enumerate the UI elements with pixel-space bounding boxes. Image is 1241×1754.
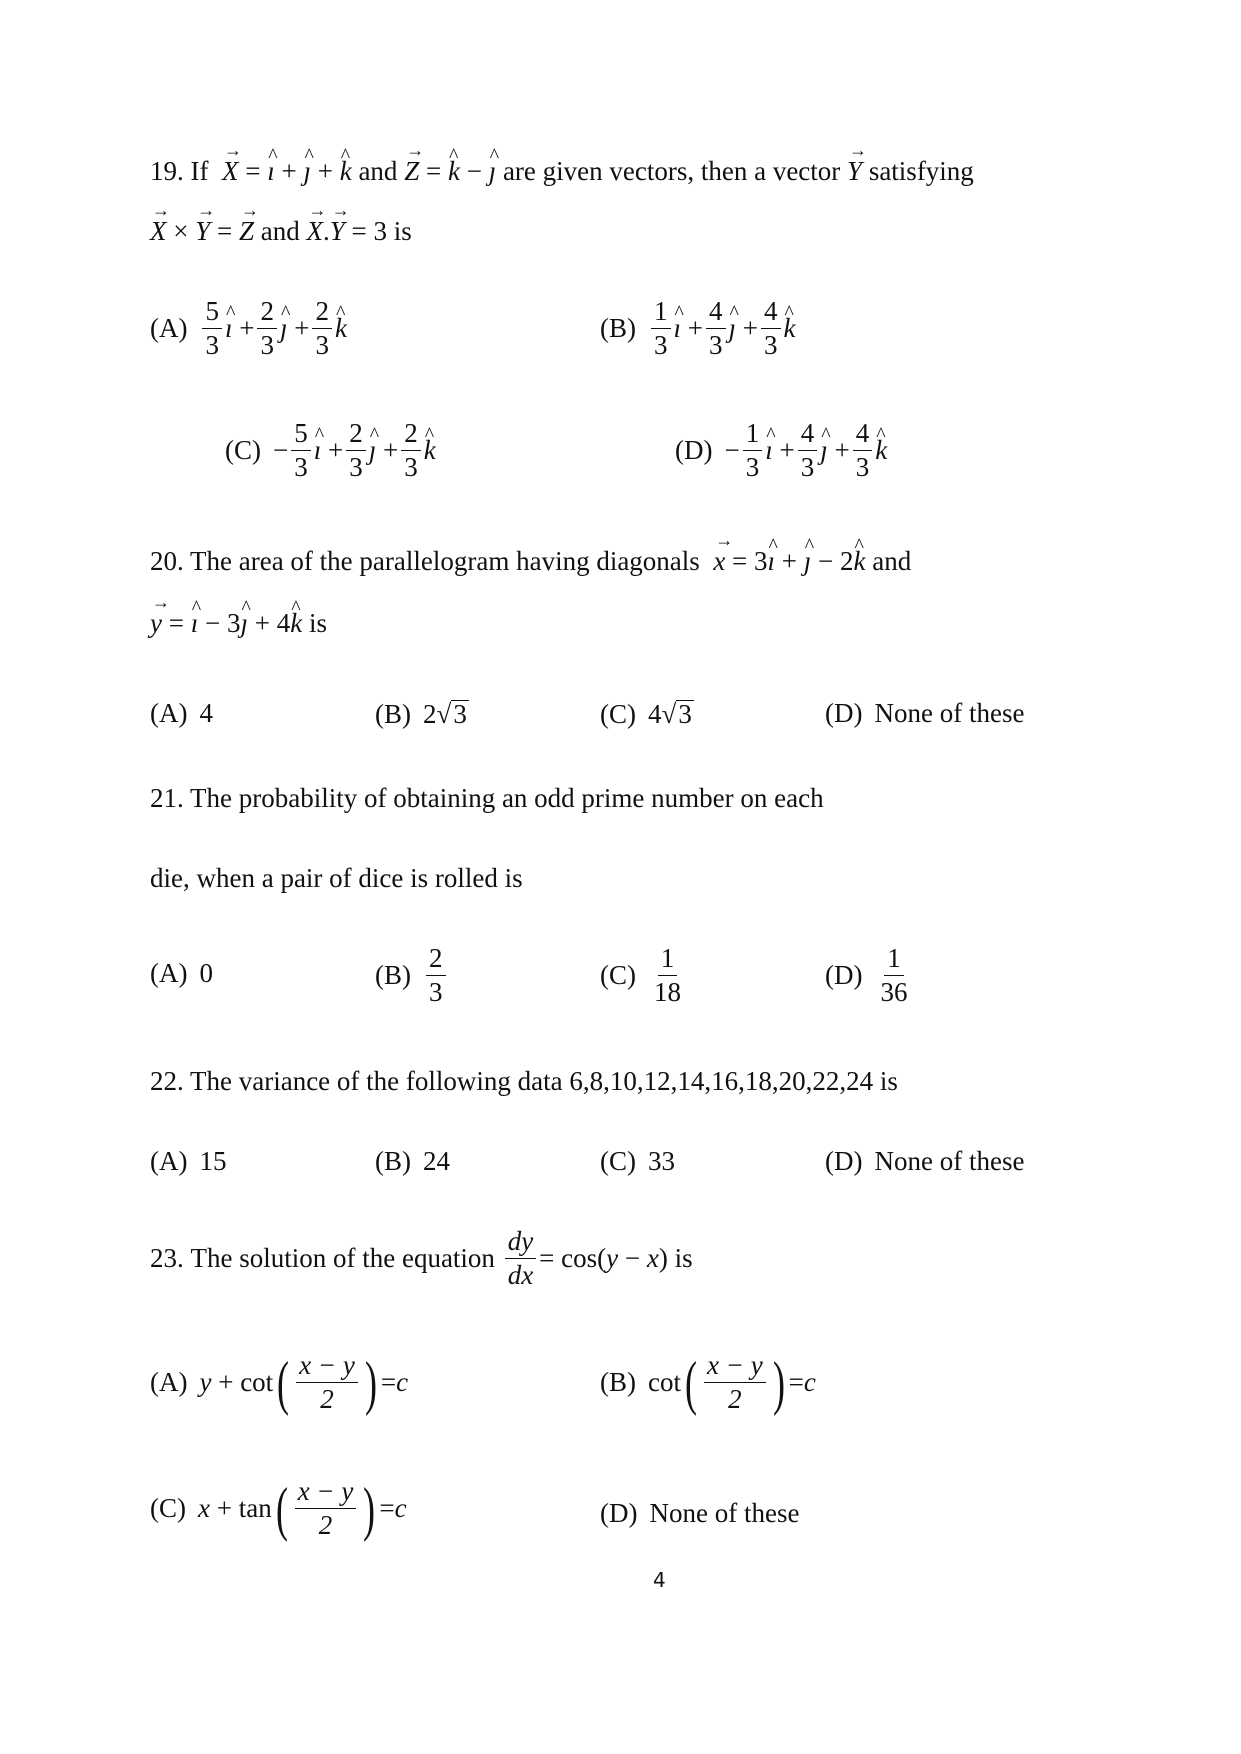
q22-option-b[interactable]: (B) 24: [375, 1146, 450, 1176]
question-23-line: 23. The solution of the equation $\frac{dy}{dx}$ = cos(y − x) is: [150, 1226, 693, 1290]
q21-option-b[interactable]: (B) $\frac{2}{3}$: [375, 945, 449, 1006]
question-20-line-2: → y = ^ ı − 3^ ȷ + 4^ k is: [150, 610, 327, 637]
vector-x-definition: → X = ^ ı + ^ ȷ + ^ k: [215, 156, 351, 186]
question-19-line-2: → X × → Y = → Z and → X.→ Y = 3 is: [150, 218, 412, 245]
q23-option-c[interactable]: (C) x + tan ( $\frac{x - y}{2}$ ) = c: [150, 1475, 407, 1542]
question-number: 19.: [150, 156, 184, 186]
q22-option-c[interactable]: (C) 33: [600, 1146, 675, 1176]
question-21-line-1: 21. The probability of obtaining an odd prime number on each: [150, 783, 824, 813]
q21-option-c[interactable]: (C) $\frac{1}{18}$: [600, 943, 681, 1007]
page-number: 4: [653, 1568, 666, 1592]
q20-option-c[interactable]: (C) 4 √ 3: [600, 698, 692, 729]
question-number: 20.: [150, 546, 184, 576]
q21-option-d[interactable]: (D) $\frac{1}{36}$: [825, 943, 908, 1007]
q22-option-a[interactable]: (A) 15: [150, 1146, 227, 1176]
diagonal-y: → y = ^ ı − 3^ ȷ + 4^ k: [150, 608, 302, 638]
q22-option-d[interactable]: (D) None of these: [825, 1146, 1025, 1176]
question-19-line-1: 19. If → X = ^ ı + ^ ȷ + ^ k and → Z = ^ k − ^ ȷ are given vectors, then a vector → Y satisfying: [150, 158, 974, 185]
q23-option-d[interactable]: (D) None of these: [600, 1498, 800, 1528]
q19-option-d[interactable]: (D) − $\frac{1}{3}$ ^ ı + $\frac{4}{3}$ ^ ȷ + $\frac{4}{3}$ ^ k: [675, 420, 887, 481]
q20-option-a[interactable]: (A) 4: [150, 698, 213, 728]
q20-option-d[interactable]: (D) None of these: [825, 698, 1025, 728]
q20-option-b[interactable]: (B) 2 √ 3: [375, 698, 467, 729]
data-values: 6,8,10,12,14,16,18,20,22,24: [569, 1066, 874, 1096]
question-20-line-1: 20. The area of the parallelogram having diagonals → x = 3^ ı + ^ ȷ − 2^ k and: [150, 548, 911, 575]
question-21-line-2: die, when a pair of dice is rolled is: [150, 863, 523, 893]
question-number: 21.: [150, 783, 184, 813]
vector-y: → Y: [847, 156, 862, 186]
q23-option-b[interactable]: (B) cot ( $\frac{x - y}{2}$ ) = c: [600, 1349, 816, 1416]
q19-option-c[interactable]: (C) − $\frac{5}{3}$ ^ ı + $\frac{2}{3}$ ^ ȷ + $\frac{2}{3}$ ^ k: [225, 420, 436, 481]
q21-option-a[interactable]: (A) 0: [150, 958, 213, 988]
q23-option-a[interactable]: (A) y + cot ( $\frac{x - y}{2}$ ) = c: [150, 1349, 409, 1416]
cross-product-condition: → X × → Y = → Z: [150, 216, 254, 246]
question-number: 22.: [150, 1066, 184, 1096]
vector-z-definition: → Z = ^ k − ^ ȷ: [404, 156, 496, 186]
q19-option-b[interactable]: (B) $\frac{1}{3}$ ^ ı + $\frac{4}{3}$ ^ ȷ + $\frac{4}{3}$ ^ k: [600, 298, 795, 359]
question-number: 23.: [150, 1243, 184, 1273]
dot-product-condition: → X.→ Y = 3: [307, 216, 388, 246]
question-22-line: 22. The variance of the following data 6,8,10,12,14,16,18,20,22,24 is: [150, 1066, 898, 1096]
q19-option-a[interactable]: (A) $\frac{5}{3}$ ^ ı + $\frac{2}{3}$ ^ ȷ + $\frac{2}{3}$ ^ k: [150, 298, 347, 359]
diagonal-x: → x = 3^ ı + ^ ȷ − 2^ k: [707, 546, 866, 576]
